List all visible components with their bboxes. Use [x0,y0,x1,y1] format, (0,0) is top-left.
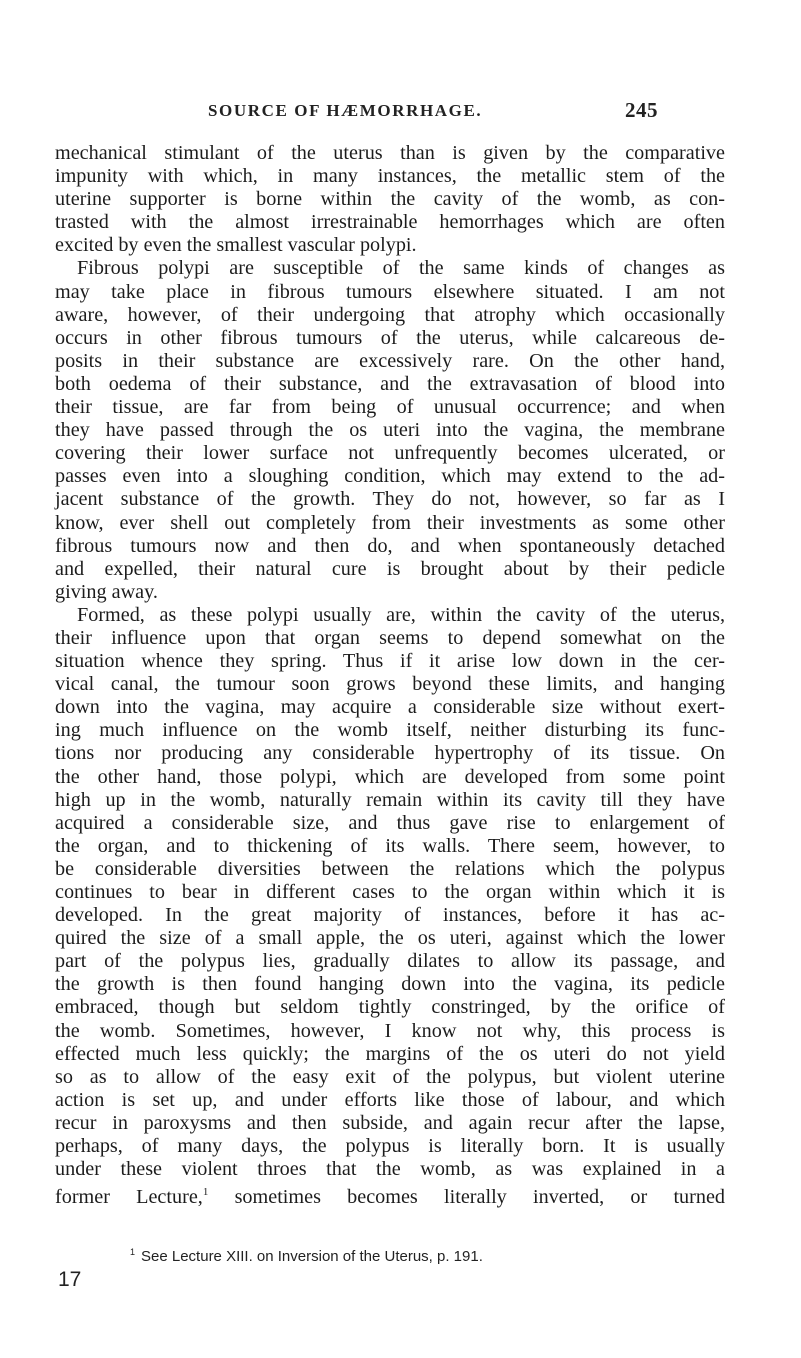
text-line: giving away. [55,580,158,603]
text-line: trasted with the almost irrestrainable hemorrhages which are often [55,211,725,234]
text-line: both oedema of their substance, and the extravasation of blood into [55,372,725,395]
body-text [55,142,726,1209]
text-line: they have passed through the os uteri into the vagina, the membrane [55,419,725,442]
text-line: their tissue, are far from being of unusual occurrence; and when [55,396,725,419]
text-line: situation whence they spring. Thus if it arise low down in the cer- [55,650,725,673]
text-line: their influence upon that organ seems to depend somewhat on the [55,626,725,649]
text-line: posits in their substance are excessively rare. On the other hand, [55,349,725,372]
text-line: developed. In the great majority of instances, before it has ac- [55,904,725,927]
text-line: mechanical stimulant of the uterus than is given by the comparative [55,142,725,164]
text-line: may take place in fibrous tumours elsewhere situated. I am not [55,280,725,303]
text-line: effected much less quickly; the margins of the os uteri do not yield [55,1042,725,1065]
paragraph-start-line: Formed, as these polypi usually are, within the cavity of the uterus, [77,603,725,626]
running-title: SOURCE OF HÆMORRHAGE. [208,101,483,120]
footnote-text: See Lecture XIII. on Inversion of the Uterus, p. 191. [141,1248,483,1265]
text-line-with-footnote-ref [55,1181,726,1209]
text-line: jacent substance of the growth. They do not, however, so far as I [55,488,725,511]
text-line: action is set up, and under efforts like those of labour, and which [55,1088,725,1111]
footnote-marker: 1 [130,1247,136,1257]
text-line: embraced, though but seldom tightly constringed, by the orifice of [55,996,725,1019]
text-line: and expelled, their natural cure is brought about by their pedicle [55,557,725,580]
text-line: impunity with which, in many instances, the metallic stem of the [55,165,725,188]
text-line: quired the size of a small apple, the os uteri, against which the lower [55,927,725,950]
text-line: aware, however, of their undergoing that atrophy which occasionally [55,303,725,326]
page-number: 245 [625,98,658,122]
text-line: excited by even the smallest vascular polypi. [55,234,417,257]
text-line: the womb. Sometimes, however, I know not why, this process is [55,1019,725,1042]
text-line: the growth is then found hanging down into the vagina, its pedicle [55,973,725,996]
footnote-reference[interactable]: 1 [202,1186,209,1199]
text-line: know, ever shell out completely from their investments as some other [55,511,725,534]
paragraph-start-line: Fibrous polypi are susceptible of the same kinds of changes as [77,257,725,280]
text-line: part of the polypus lies, gradually dilates to allow its passage, and [55,950,725,973]
text-line: uterine supporter is borne within the cavity of the womb, as con- [55,188,725,211]
text-line: so as to allow of the easy exit of the polypus, but violent uterine [55,1065,725,1088]
text-line: ing much influence on the womb itself, neither disturbing its func- [55,719,725,742]
text-line: be considerable diversities between the relations which the polypus [55,857,725,880]
text-line-part: former Lecture, [55,1186,203,1209]
text-line-part: sometimes becomes literally inverted, or turned [234,1186,726,1209]
text-line: the other hand, those polypi, which are developed from some point [55,765,725,788]
text-line: fibrous tumours now and then do, and when spontaneously detached [55,534,725,557]
text-line: acquired a considerable size, and thus gave rise to enlargement of [55,811,725,834]
printer-signature-mark: 17 [58,1268,82,1291]
text-line: recur in paroxysms and then subside, and again recur after the lapse, [55,1111,725,1134]
text-line: occurs in other fibrous tumours of the uterus, while calcareous de- [55,326,725,349]
text-line: high up in the womb, naturally remain within its cavity till they have [55,788,725,811]
text-line: passes even into a sloughing condition, which may extend to the ad- [55,465,725,488]
text-line: the organ, and to thickening of its walls. There seem, however, to [55,834,725,857]
text-line: perhaps, of many days, the polypus is literally born. It is usually [55,1135,725,1158]
text-line: covering their lower surface not unfrequently becomes ulcerated, or [55,442,725,465]
text-line: down into the vagina, may acquire a considerable size without exert- [55,696,725,719]
footnote [130,1247,483,1265]
text-line: under these violent throes that the womb, as was explained in a [55,1158,725,1181]
text-line: vical canal, the tumour soon grows beyond these limits, and hanging [55,673,725,696]
text-line: tions nor producing any considerable hypertrophy of its tissue. On [55,742,725,765]
text-line: continues to bear in different cases to the organ within which it is [55,881,725,903]
running-head [208,98,658,131]
